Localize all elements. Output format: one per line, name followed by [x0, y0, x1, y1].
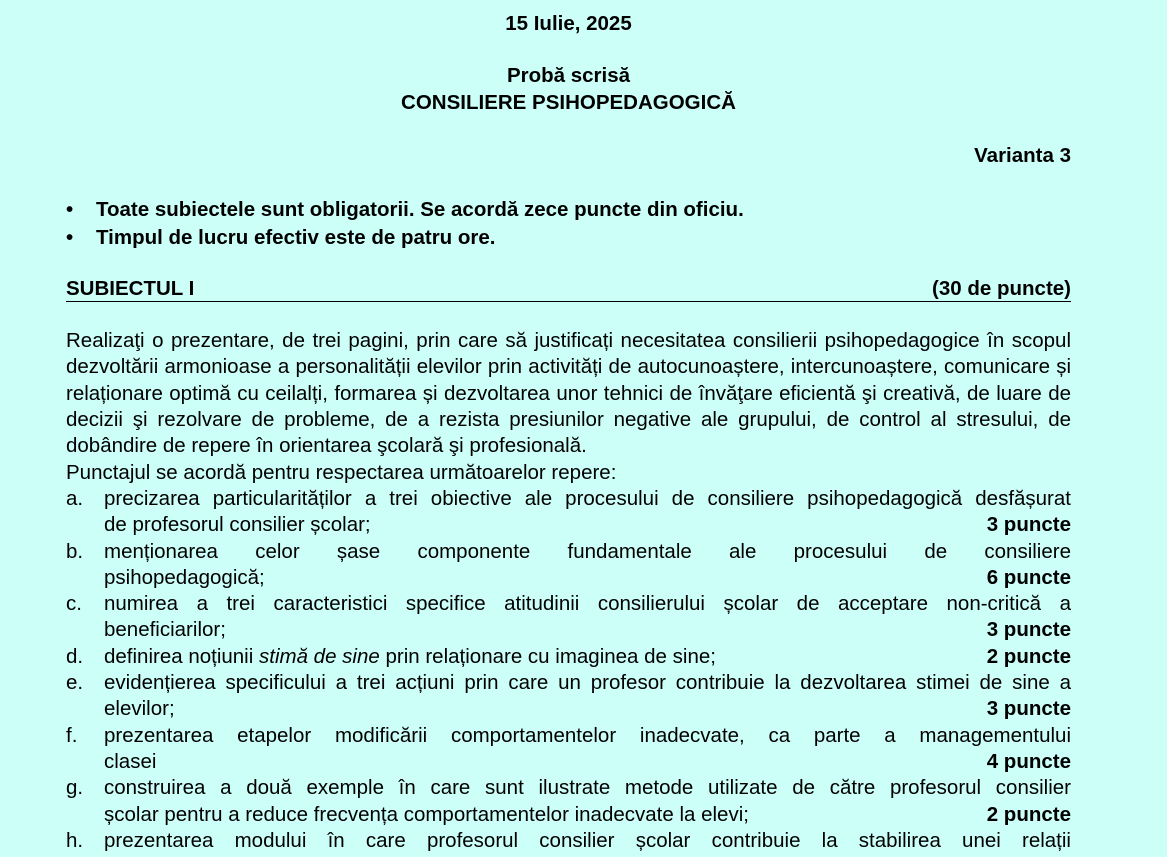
criterion-h: [66, 828, 1071, 854]
criterion-letter: e.: [66, 671, 84, 695]
criterion-text-pre: definirea noțiunii: [104, 644, 259, 668]
bullet-icon: •: [66, 198, 74, 222]
criterion-letter: b.: [66, 539, 84, 563]
scoring-intro: Punctajul se acordă pentru respectarea următoarelor repere:: [66, 460, 617, 484]
rule-text: Timpul de lucru efectiv este de patru ore.: [96, 225, 496, 249]
criterion-f: [66, 723, 1071, 776]
exam-subject-title: CONSILIERE PSIHOPEDAGOGICĂ: [401, 90, 736, 114]
criterion-text-end: clasei: [104, 749, 157, 773]
bullet-icon: •: [66, 225, 74, 249]
criterion-letter: c.: [66, 592, 82, 616]
criterion-letter: f.: [66, 723, 78, 747]
subject-points: (30 de puncte): [932, 277, 1071, 301]
criterion-text-end: școlar pentru a reduce frecvența comportamentelor inadecvate la elevi;: [104, 802, 749, 826]
criterion-text: construirea a două exemple în care sunt ilustrate metode utilizate de către profesorul consilier: [104, 776, 1071, 800]
exam-date: 15 Iulie, 2025: [505, 12, 632, 35]
criterion-points: 6 puncte: [986, 565, 1071, 589]
criteria-list: [66, 486, 1071, 854]
criterion-points: 2 puncte: [986, 644, 1071, 668]
criterion-letter: h.: [66, 828, 84, 852]
task-paragraph: Realizaţi o prezentare, de trei pagini, prin care să justificați necesitatea consilierii psihopedagogice în scopul dezvoltării armonioase a personalității elevilor prin activități de autocunoaștere, intercunoaștere, comunicare și relaționare optimă cu ceilalți, formarea și dezvoltarea unor tehnici de învăţare eficientă şi creativă, de luare de decizii şi rezolvare de probleme, de a rezista presiunilor negative ale grupului, de control al stresului, de dobândire de repere în orientarea şcolară şi profesională.: [66, 329, 1071, 458]
rule-item: [66, 196, 1071, 224]
criterion-text-end: [104, 644, 716, 670]
variant-label: Varianta 3: [974, 143, 1071, 167]
criterion-points: 2 puncte: [986, 802, 1071, 826]
criterion-text: precizarea particularităților a trei obiective ale procesului de consiliere psihopedagogică desfășurat: [104, 486, 1071, 510]
exam-page: [66, 0, 1071, 854]
criterion-text-end: elevilor;: [104, 697, 175, 721]
rule-text: Toate subiectele sunt obligatorii. Se acordă zece puncte din oficiu.: [96, 198, 744, 222]
criterion-letter: a.: [66, 486, 84, 510]
subject-name: SUBIECTUL I: [66, 277, 195, 301]
criterion-points: 3 puncte: [986, 697, 1071, 721]
criterion-letter: d.: [66, 644, 84, 668]
criterion-text-end: beneficiarilor;: [104, 618, 226, 642]
criterion-text: evidențierea specificului a trei acțiuni prin care un profesor contribuie la dezvoltarea stimei de sine a: [104, 671, 1071, 695]
subject-heading: [66, 277, 1071, 302]
criterion-text: prezentarea modului în care profesorul consilier școlar contribuie la stabilirea unei relații: [104, 828, 1071, 852]
criterion-g: [66, 775, 1071, 828]
criterion-points: 3 puncte: [986, 513, 1071, 537]
criterion-points: 4 puncte: [986, 749, 1071, 773]
rule-item: [66, 224, 1071, 252]
criterion-text: prezentarea etapelor modificării comportamentelor inadecvate, ca parte a managementului: [104, 723, 1071, 747]
criterion-term: stimă de sine: [259, 644, 380, 668]
criterion-c: [66, 591, 1071, 644]
criterion-a: [66, 486, 1071, 539]
criterion-e: [66, 670, 1071, 723]
criterion-points: 3 puncte: [986, 618, 1071, 642]
criterion-b: [66, 539, 1071, 592]
general-rules-list: [66, 196, 1071, 251]
criterion-text: numirea a trei caracteristici specifice atitudinii consilierului școlar de acceptare non-critică a: [104, 592, 1071, 616]
criterion-text-post: prin relaționare cu imaginea de sine;: [379, 644, 716, 668]
criterion-d: [66, 644, 1071, 670]
exam-type: Probă scrisă: [506, 64, 631, 88]
criterion-text-end: psihopedagogică;: [104, 565, 265, 589]
criterion-letter: g.: [66, 776, 84, 800]
criterion-text: menționarea celor șase componente fundamentale ale procesului de consiliere: [104, 539, 1071, 563]
criterion-text-end: de profesorul consilier școlar;: [104, 513, 371, 537]
